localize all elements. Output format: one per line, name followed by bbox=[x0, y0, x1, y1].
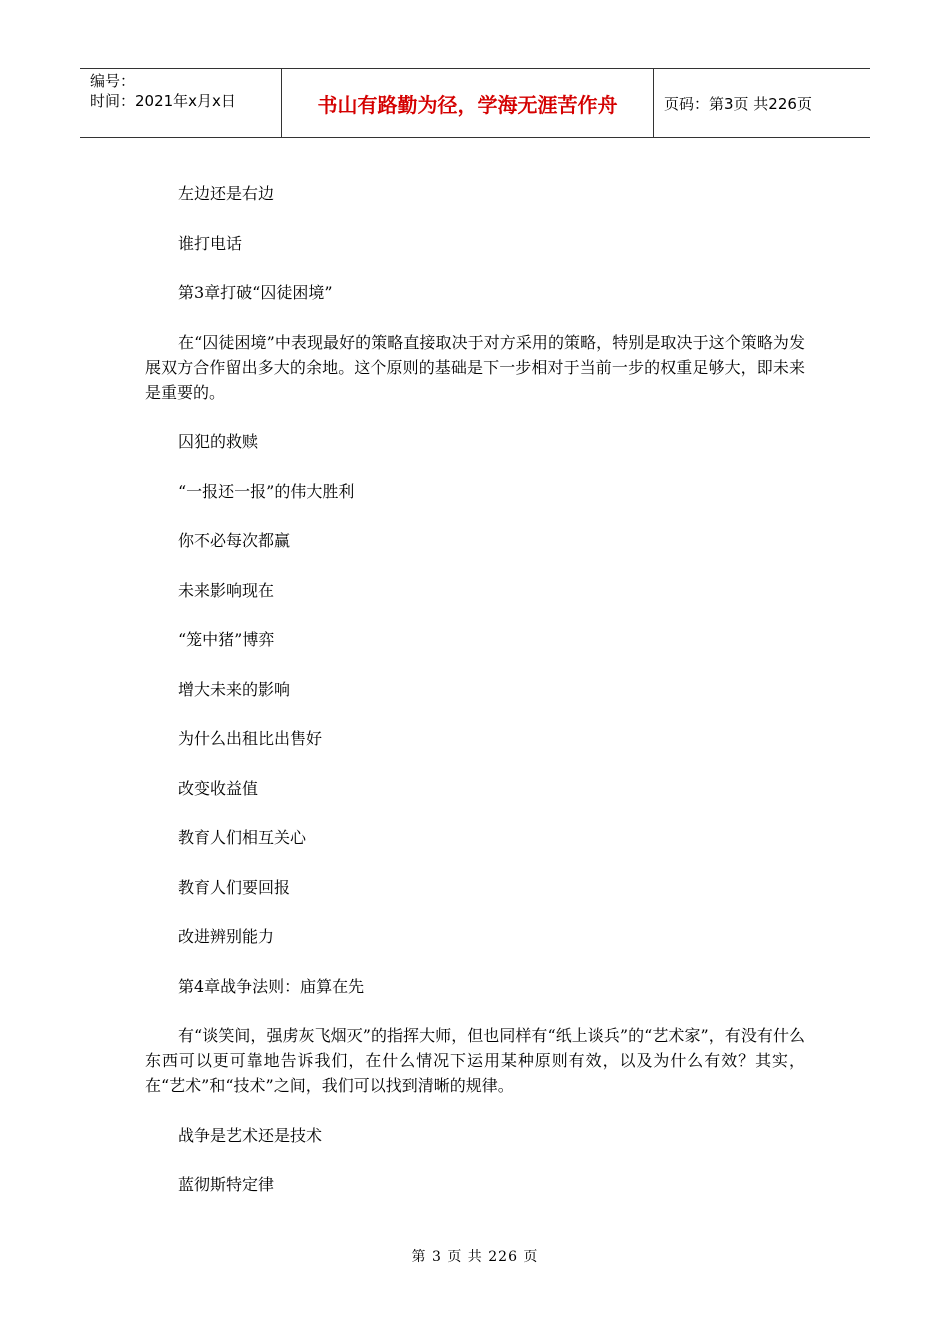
list-item: 改进辨别能力 bbox=[178, 927, 275, 946]
document-body bbox=[145, 181, 805, 1222]
list-item: 囚犯的救赎 bbox=[178, 432, 259, 451]
time-label: 时间：2021年x月x日 bbox=[90, 92, 236, 110]
header-motto: 书山有路勤为径，学海无涯苦作舟 bbox=[282, 69, 654, 137]
list-item: “一报还一报”的伟大胜利 bbox=[178, 481, 355, 501]
list-item: 谁打电话 bbox=[178, 233, 243, 253]
list-item: 改变收益值 bbox=[178, 778, 259, 798]
list-item: 左边还是右边 bbox=[178, 184, 275, 203]
page-header bbox=[80, 68, 870, 138]
list-item: 你不必每次都赢 bbox=[178, 531, 291, 550]
list-item: 未来影响现在 bbox=[178, 580, 275, 600]
list-item: 教育人们相互关心 bbox=[178, 828, 307, 847]
chapter-heading: 第4章战争法则：庙算在先 bbox=[178, 976, 365, 996]
chapter-heading: 第3章打破“囚徒困境” bbox=[178, 283, 333, 302]
list-item: 教育人们要回报 bbox=[178, 877, 291, 897]
number-label: 编号： bbox=[90, 72, 136, 90]
page-footer: 第 3 页 共 226 页 bbox=[411, 1249, 539, 1265]
paragraph: 有“谈笑间，强虏灰飞烟灭”的指挥大师，但也同样有“纸上谈兵”的“艺术家”，有没有什么东西可以更可靠地告诉我们，在什么情况下运用某种原则有效，以及为什么有效？其实，在“艺术”和“技术”之间，我们可以找到清晰的规律。 bbox=[145, 1026, 805, 1095]
list-item: “笼中猪”博弈 bbox=[178, 630, 275, 649]
list-item: 蓝彻斯特定律 bbox=[178, 1175, 275, 1194]
list-item: 增大未来的影响 bbox=[178, 679, 291, 699]
paragraph: 在“囚徒困境”中表现最好的策略直接取决于对方采用的策略，特别是取决于这个策略为发展双方合作留出多大的余地。这个原则的基础是下一步相对于当前一步的权重足够大，即未来是重要的。 bbox=[145, 332, 805, 402]
list-item: 战争是艺术还是技术 bbox=[178, 1125, 323, 1145]
header-page-info: 页码：第3页 共226页 bbox=[664, 94, 812, 113]
list-item: 为什么出租比出售好 bbox=[178, 729, 323, 748]
header-meta bbox=[80, 69, 282, 137]
